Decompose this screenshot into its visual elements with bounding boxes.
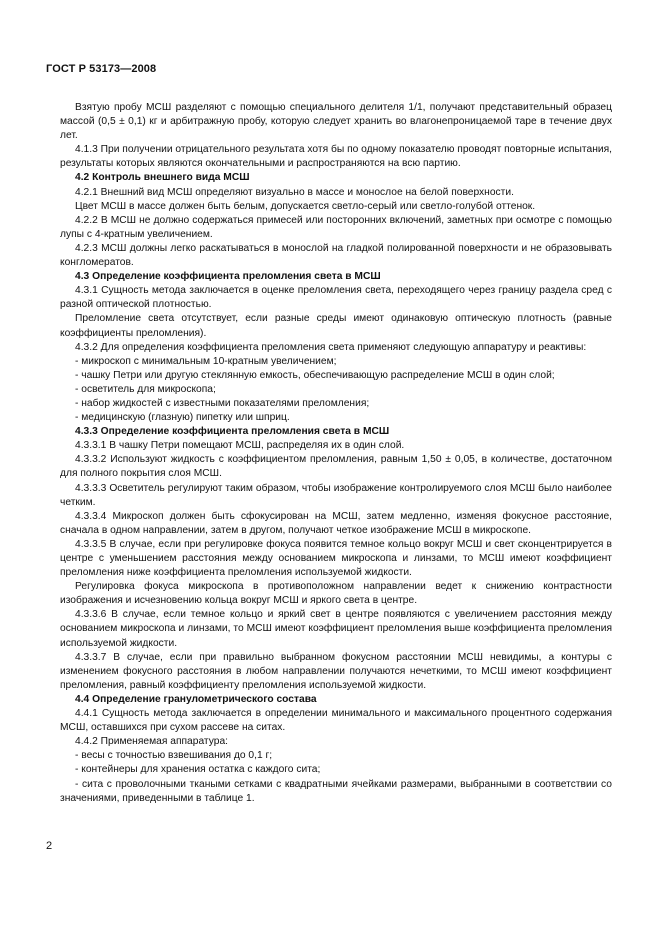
section-heading: 4.2 Контроль внешнего вида МСШ bbox=[75, 172, 250, 184]
body-paragraph: 4.3.3.6 В случае, если темное кольцо и яркий свет в центре появляются с увеличением расстояния между основанием микроскопа и линзами, то МСШ имеют коэффициент преломления выше коэффициента преломления используемой жидкости. bbox=[60, 609, 612, 649]
section-heading: 4.4 Определение гранулометрического состава bbox=[75, 693, 317, 705]
list-item: - контейнеры для хранения остатка с каждого сита; bbox=[75, 764, 321, 776]
list-item: - весы с точностью взвешивания до 0,1 г; bbox=[75, 750, 273, 762]
body-paragraph: 4.4.1 Сущность метода заключается в определении минимального и максимального процентного содержания МСШ, оставшихся при сухом рассеве на ситах. bbox=[60, 708, 612, 734]
section-heading: 4.3.3 Определение коэффициента преломления света в МСШ bbox=[75, 426, 390, 438]
list-item: - микроскоп с минимальным 10-кратным увеличением; bbox=[75, 355, 337, 367]
body-paragraph: 4.4.2 Применяемая аппаратура: bbox=[75, 736, 228, 748]
body-paragraph: 4.2.2 В МСШ не должно содержаться примесей или посторонних включений, заметных при осмотре с помощью лупы с 4-кратным увеличением. bbox=[60, 214, 612, 240]
body-paragraph: 4.2.3 МСШ должны легко раскатываться в монослой на гладкой полированной поверхности и не образовывать конгломератов. bbox=[60, 242, 612, 269]
page-number: 2 bbox=[46, 840, 53, 852]
body-paragraph: 4.3.1 Сущность метода заключается в оценке преломления света, переходящего через границу раздела сред с разной оптической плотностью. bbox=[60, 285, 612, 311]
body-paragraph: 4.3.3.1 В чашку Петри помещают МСШ, распределяя их в один слой. bbox=[75, 440, 405, 452]
body-paragraph: 4.3.3.4 Микроскоп должен быть сфокусирован на МСШ, затем медленно, изменяя фокусное расстояние, сначала в одном направлении, затем в другом, получают четкое изображение МСШ в микроскопе. bbox=[60, 510, 612, 536]
body-paragraph: 4.1.3 При получении отрицательного результата хотя бы по одному показателю проводят повторные испытания, результаты которых являются окончательными и распространяются на всю партию. bbox=[60, 144, 612, 170]
list-item: - медицинскую (глазную) пипетку или шприц. bbox=[75, 412, 290, 424]
body-paragraph: 4.3.3.5 В случае, если при регулировке фокуса появится темное кольцо вокруг МСШ и свет сконцентрируется в центре с уменьшением расстояния между основанием микроскопа и линзами, то МСШ имеют коэффициент преломления ниже коэффициента преломления используемой жидкости. bbox=[60, 538, 612, 579]
body-paragraph: Взятую пробу МСШ разделяют с помощью специального делителя 1/1, получают представительный образец массой (0,5 ± 0,1) кг и арбитражную пробу, которую следует хранить во влагонепроницаемой таре в течение двух лет. bbox=[60, 102, 612, 142]
list-item: - набор жидкостей с известными показателями преломления; bbox=[75, 397, 370, 409]
body-paragraph: 4.3.3.3 Осветитель регулируют таким образом, чтобы изображение контролируемого слоя МСШ было наиболее четким. bbox=[60, 482, 612, 508]
list-item: - сита с проволочными ткаными сетками с квадратными ячейками размерами, выбранными в соответствии со значениями, приведенными в таблице 1. bbox=[60, 778, 612, 804]
body-paragraph: Преломление света отсутствует, если разные среды имеют одинаковую оптическую плотность (равные коэффициенты преломления). bbox=[60, 313, 612, 339]
document-header: ГОСТ Р 53173—2008 bbox=[46, 63, 157, 75]
body-paragraph: 4.3.2 Для определения коэффициента преломления света применяют следующую аппаратуру и реактивы: bbox=[75, 341, 587, 353]
list-item: - осветитель для микроскопа; bbox=[75, 383, 216, 395]
document-body bbox=[60, 101, 612, 806]
section-heading: 4.3 Определение коэффициента преломления света в МСШ bbox=[75, 271, 381, 283]
body-paragraph: 4.2.1 Внешний вид МСШ определяют визуально в массе и монослое на белой поверхности. bbox=[75, 186, 514, 198]
body-paragraph: 4.3.3.2 Используют жидкость с коэффициентом преломления, равным 1,50 ± 0,05, в количестве, достаточном для полного покрытия слоя МСШ. bbox=[60, 454, 612, 480]
body-paragraph: Регулировка фокуса микроскопа в противоположном направлении ведет к снижению контрастности изображения и исчезновению кольца вокруг МСШ и яркого света в центре. bbox=[60, 581, 612, 607]
body-paragraph: 4.3.3.7 В случае, если при правильно выбранном фокусном расстоянии МСШ невидимы, а контуры с изменением фокусного расстояния в любом направлении получаются нечеткими, то МСШ имеют коэффициент преломления, равный коэффициенту преломления используемой жидкости. bbox=[60, 651, 612, 691]
list-item: - чашку Петри или другую стеклянную емкость, обеспечивающую распределение МСШ в один слой; bbox=[75, 369, 555, 381]
body-paragraph: Цвет МСШ в массе должен быть белым, допускается светло-серый или светло-голубой оттенок. bbox=[75, 200, 536, 212]
